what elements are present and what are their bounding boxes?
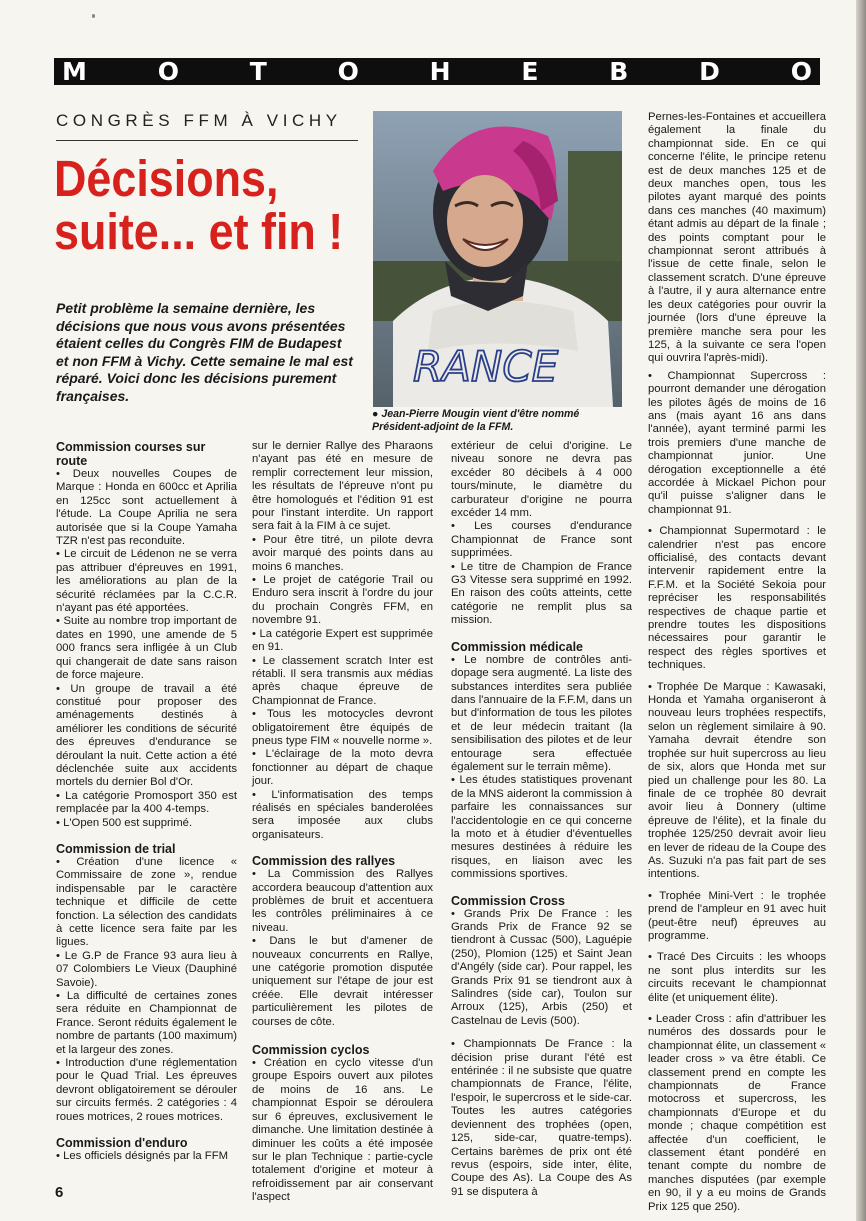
paragraph: • Championnat Supermotard : le calendrier n'est pas encore officialisé, des contacts devant intervenir rapidement entre la F.F.M. et la Société Sekoia pour repréciser les responsabilités respectives de chaque partie et prendre toutes les dispositions nécessaires pour garantir le respect des règles sportives et techniques. [648, 525, 826, 672]
page-number: 6 [55, 1184, 64, 1201]
headline-line-1: Décisions, [54, 150, 279, 207]
print-speck [92, 14, 95, 18]
text-column-3 [451, 440, 632, 1199]
photo-caption: ● Jean-Pierre Mougin vient d'être nommé Président-adjoint de la FFM. [372, 408, 580, 433]
paragraph: • Suite au nombre trop important de dates en 1990, une amende de 5 000 francs sera infligée à un Club qui changerait de date sans raison de force majeure. [56, 615, 237, 682]
paragraph: • La difficulté de certaines zones sera réduite en Championnat de France. Seront réduits également le nombre de partants (100 maximum) et la largeur des zones. [56, 990, 237, 1056]
section-heading-medicale: Commission médicale [451, 639, 583, 654]
paragraph: • La catégorie Expert est supprimée en 91. [252, 627, 433, 654]
banner-letter: O [790, 57, 812, 86]
paragraph: • Le G.P de France 93 aura lieu à 07 Colombiers Le Vieux (Dauphiné Savoie). [56, 949, 237, 989]
section-heading-enduro: Commission d'enduro [56, 1136, 188, 1151]
paragraph: • Les officiels désignés par la FFM [56, 1150, 229, 1163]
section-heading-rallyes: Commission des rallyes [252, 854, 396, 869]
paragraph: • Un groupe de travail a été constitué pour proposer des aménagements destinés à améliorer les conditions de sécurité des épreuves d'endurance se déroulant la nuit. Cette action a été déclenchée suite aux accidents mortels du dernier Bol d'Or. [56, 682, 237, 789]
paragraph: • Dans le but d'amener de nouveaux concurrents en Rallye, une catégorie promotion disputée uniquement sur l'étape de jour est créée. Elle devrait intéresser particulièrement les pilotes de courses de côte. [252, 935, 433, 1028]
section-heading-cyclos: Commission cyclos [252, 1043, 370, 1058]
paragraph: • Championnats De France : la décision prise durant l'été est entérinée : il ne subsiste que quatre championnats de France, l'élite, l'espoir, le supercross et le side-car. Toutes les autres catégories deviennent des trophées (open, 125, side-car, quatre-temps). Certains barèmes de prix ont été revus (espoirs, side inter, élite, Coupe des As). La Coupe des As 91 se disputera à [451, 1038, 632, 1198]
banner-letter: D [699, 57, 720, 86]
paragraph: • Grands Prix De France : les Grands Prix de France 92 se tiendront à Cussac (500), Laguépie (250), Plomion (125) et Saint Jean d'Angély (side car). Pour rappel, les Grands Prix 91 se tiendront aux à Salindres (side car), Toulon sur Arroux (125), Arbis (250) et Castelnau de Levis (500). [451, 907, 632, 1027]
paragraph: • Pour être titré, un pilote devra avoir marqué des points dans au moins 6 manches. [252, 533, 433, 573]
section-heading-route: Commission courses sur route [56, 440, 206, 468]
paragraph: • Championnat Supercross : pourront demander une dérogation les pilotes âgés de moins de 16 ans (mais ayant 16 ans dans l'année), ayant terminé parmi les trois premiers d'une manche de championnat junior. Une dérogation exceptionnelle a été accordée à Mickael Pichon pour qu'il puisse s'aligner dans le championnat 91. [648, 369, 826, 516]
section-kicker: CONGRÈS FFM À VICHY [56, 111, 342, 130]
page-binding-edge [856, 0, 866, 1221]
portrait-photo [373, 111, 622, 407]
paragraph: • La Commission des Rallyes accordera beaucoup d'attention aux problèmes de bruit et accentuera les contrôles préliminaires à ce niveau. [252, 868, 433, 934]
banner-letter: T [249, 57, 267, 86]
paragraph: • Le nombre de contrôles anti-dopage sera augmenté. La liste des substances interdites sera publiée dans l'annuaire de la F.F.M, dans un but d'information de tous les pilotes et de leur médecin traitant (la sensibilisation des pilotes et de leur entourage sera effectuée également sur le terrain même). [451, 653, 632, 773]
paragraph: • Le circuit de Lédenon ne se verra pas attribuer d'épreuves en 1991, les améliorations au plan de la sécurité réclamées par la C.C.R. n'ayant pas été apportées. [56, 548, 237, 615]
paragraph: • Leader Cross : afin d'attribuer les numéros des dossards pour le championnat élite, un classement « leader cross » va être établi. Ce classement prend en compte les championnats de France motocross et supercross, les championnats d'Europe et du monde ; chaque compétition est affectée d'un coefficient, le classement étant pondéré en tenant compte du nombre de manches disputées (par exemple en 90, il y a eu moins de Grands Prix 125 que 250). [648, 1013, 826, 1213]
paragraph: • Trophée De Marque : Kawasaki, Honda et Yamaha organiseront à nouveau leurs trophées respectifs, selon un règlement similaire à 90. Yamaha devrait étendre son trophée sur huit supercross au lieu de six, alors que Honda met sur pied un challenge pour les 80. La finale de ce trophée 80 devrait avoir lieu à Donnery (ultime épreuve de l'élite), et la finale du trophée 125/250 devrait avoir lieu en lever de rideau de la Coupe des As. Suzuki n'a pas fait part de ses intentions. [648, 680, 826, 881]
jersey-lettering: RANCE [413, 342, 559, 391]
section-heading-trial: Commission de trial [56, 841, 176, 856]
kicker-rule [56, 140, 358, 141]
headline-line-2: suite... et fin ! [54, 203, 344, 260]
paragraph: • L'éclairage de la moto devra fonctionner au départ de chaque jour. [252, 748, 433, 788]
banner-letter: E [521, 57, 539, 86]
magazine-banner [54, 58, 820, 85]
paragraph: • Le titre de Champion de France G3 Vitesse sera supprimé en 1992. En raison des coûts atteints, cette catégorie ne remplit plus sa mission. [451, 560, 632, 627]
text-column-2 [252, 440, 433, 1205]
paragraph: • L'Open 500 est supprimé. [56, 816, 193, 829]
paragraph: • Trophée Mini-Vert : le trophée prend de l'ampleur en 91 avec huit (peut-être neuf) épreuves au programme. [648, 889, 826, 942]
paragraph: • La catégorie Promosport 350 est remplacée par la 400 4-temps. [56, 789, 237, 816]
article-lead: Petit problème la semaine dernière, les décisions que nous vous avons présentées étaient celles du Congrès FIM de Budapest et non FFM à Vichy. Cette semaine le mal est réparé. Voici donc les décisions purement françaises. [56, 300, 353, 404]
banner-letter: B [609, 57, 629, 86]
article-headline [54, 150, 344, 260]
paragraph: • Les études statistiques provenant de la MNS aideront la commission à parfaire les connaissances sur l'accidentologie en ce qui concerne la moto et à étudier d'éventuelles mesures destinées à réduire les risques, en liaison avec les commissions sportives. [451, 774, 632, 881]
paragraph: • Création en cyclo vitesse d'un groupe Espoirs ouvert aux pilotes de moins de 16 ans. Le championnat Espoir se déroulera sur 6 épreuves, exclusivement le dimanche. Une limitation destinée à diminuer les coûts a été imposée sur le plan Technique : partie-cycle totalement d'origine et moteur à refroidissement par air conservant l'aspect [252, 1057, 433, 1204]
paragraph: • Création d'une licence « Commissaire de zone », rendue indispensable par le caractère technique et difficile de cette fonction. La sélection des candidats à cette licence sera faite par les ligues. [56, 855, 237, 949]
paragraph: • Deux nouvelles Coupes de Marque : Honda en 600cc et Aprilia en 125cc sont actuellement à l'étude. La Coupe Aprilia ne sera autorisée que si la Coupe Yamaha TZR n'est pas reconduite. [56, 468, 237, 548]
paragraph: • Les courses d'endurance Championnat de France sont supprimées. [451, 520, 632, 560]
section-heading-cross: Commission Cross [451, 893, 565, 908]
paragraph: • Introduction d'une réglementation pour le Quad Trial. Les épreuves devront obligatoirement se dérouler sur circuits fermés. 2 catégories : 4 roues motrices, 2 roues motrices. [56, 1057, 237, 1123]
paragraph: sur le dernier Rallye des Pharaons n'ayant pas été en mesure de remplir correctement leur mission, les résultats de l'épreuve n'ont pu être homologués et l'édition 91 est pour l'instant interdite. Un rapport sera fait à la FIM à ce sujet. [252, 440, 433, 533]
banner-letter: O [157, 57, 179, 86]
banner-letter: H [429, 57, 451, 86]
paragraph: • Tracé Des Circuits : les whoops ne sont plus interdits sur les circuits recevant le championnat élite (et uniquement élite). [648, 951, 826, 1004]
text-column-4 [648, 111, 826, 1214]
paragraph: • Le projet de catégorie Trail ou Enduro sera inscrit à l'ordre du jour du prochain Congrès FFM, en novembre 91. [252, 574, 433, 627]
paragraph: • Le classement scratch Inter est rétabli. Il sera transmis aux médias après chaque épreuve de Championnat de France. [252, 654, 433, 707]
banner-letter: O [337, 57, 359, 86]
portrait-illustration [373, 111, 622, 407]
paragraph: Pernes-les-Fontaines et accueillera également la finale du championnat side. En ce qui concerne l'élite, le principe retenu est de deux manches 125 et de deux manches open, tous les pilotes ayant marqué des points dans ces manches (40 maximum) étant admis au départ de la finale ; des points comptant pour le championnat seront attribués à l'issue de cette finale, selon le classement scratch. D'une épreuve à l'autre, il y aura alternance entre les deux catégories pour ouvrir la journée (lors d'une épreuve la première manche sera pour les 125, à la suivante ce sera l'open qui ouvrira l'après-midi). [648, 111, 826, 365]
paragraph: • Tous les motocycles devront obligatoirement être équipés de pneus type FIM « nouvelle norme ». [252, 708, 433, 747]
paragraph: • L'informatisation des temps réalisés en spéciales banderolées sera imposée aux clubs organisateurs. [252, 788, 433, 841]
paragraph: extérieur de celui d'origine. Le niveau sonore ne devra pas excéder 80 décibels à 4 000 tours/minute, le diamètre du carburateur d'origine ne pourra excéder 14 mm. [451, 440, 632, 520]
banner-letter: M [62, 57, 87, 86]
text-column-1 [56, 440, 237, 1164]
